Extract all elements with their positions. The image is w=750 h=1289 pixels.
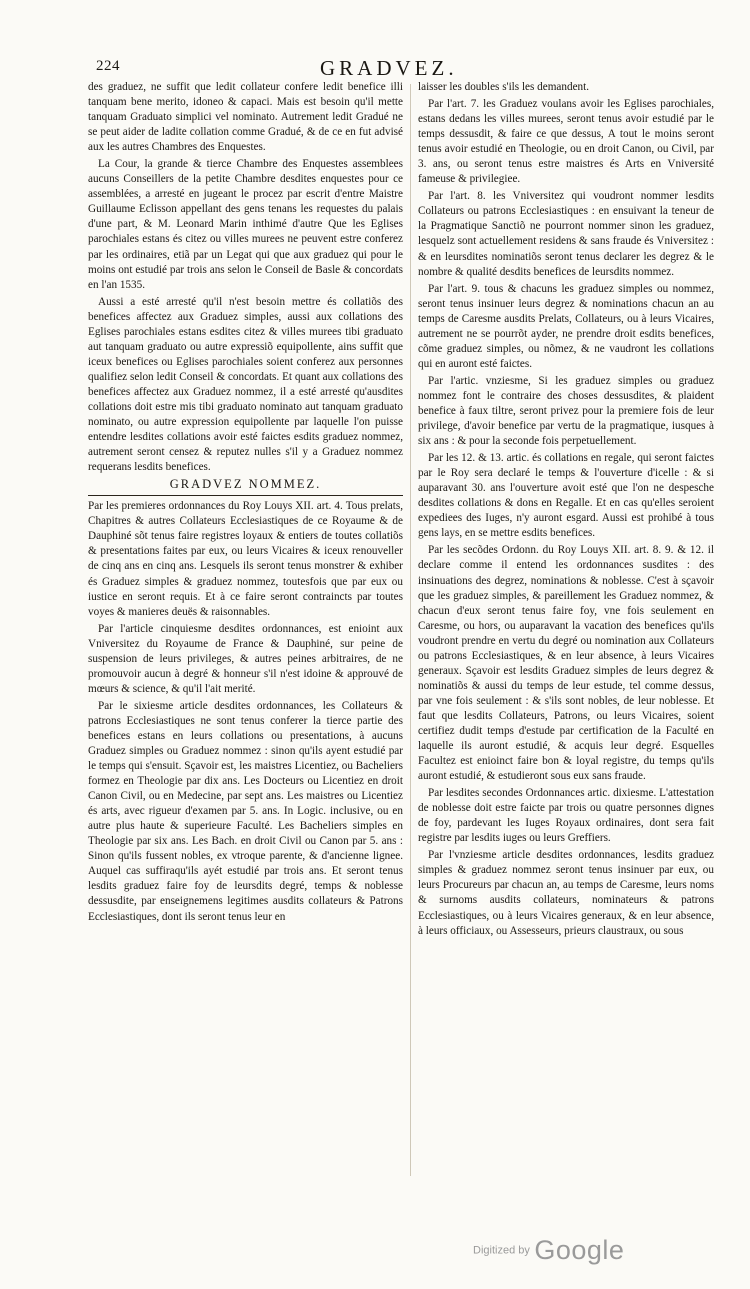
digitized-by-watermark: [473, 1235, 624, 1266]
section-rule: [88, 495, 403, 496]
section-heading: GRADVEZ NOMMEZ.: [169, 477, 322, 492]
paragraph: laisser les doubles s'ils les demandent.: [418, 81, 590, 93]
google-logo: Google: [534, 1235, 625, 1265]
watermark-prefix: Digitized by: [473, 1244, 530, 1257]
column-divider: [410, 84, 411, 1176]
paragraph: Par les secõdes Ordonn. du Roy Louys XII. art. 8. 9. & 12. il declare comme il entend les ordonnances susdites : des insinuations des degrez, nominations & noblesse. C'est à sçavoir que les graduez simples, & pareillement les Graduez nommez, & chacun d'eux seront tenus faire foy, vne fois seulement en Caresme, ou hors, ou auparavant la vacation des benefices qu'ils voudront prendre en vertu du degré ou nomination aux Collateurs ou patrons Ecclesiastiques, & en leur absence, à leurs Vicaires generaux. Sçavoir est lesdits Graduez simples de leurs degrez & nominatiõs & aussi du temps de leur estude, tel comme dessus, par vne fois seulement : & s'ils sont nobles, de leur noblesse. Et faut que lesdits Collateurs, Patrons, ou leurs Vicaires, soient certifiez dudit temps d'estude par certification de la Faculté en laquelle ils auront estudié, & acquis leur degré. Esquelles Facultez est enioinct faire bon & loyal registre, du temps qu'ils auront estudié, & estudieront sous eux sans fraude.: [418, 544, 714, 783]
paragraph: Par l'vnziesme article desdites ordonnances, lesdits graduez simples & graduez nommez seront tenus insinuer par eux, ou leurs Procureurs par chacun an, au temps de Caresme, leurs noms & surnoms ausdits collateurs, nominateurs & patrons Ecclesiastiques, ou à leurs Vicaires generaux, & en leur absence, à leurs officiaux, ou Assesseurs, prieurs claustraux, ou sous: [418, 849, 714, 937]
paragraph: Par les premieres ordonnances du Roy Louys XII. art. 4. Tous prelats, Chapitres & autres Collateurs Ecclesiastiques de ce Royaume & de Dauphiné sõt tenus faire registres loyaux & entiers de toutes collatiõs & presentations faites par eux, ou leurs Vicaires & iceux renouveller de cinq ans en cinq ans. Lesquels ils seront tenus monstrer & exhiber és Graduez simples & graduez nommez, toutesfois que par eux ou iustice en seront requis. Et à ce faire seront contraincts par toutes voyes & manieres deuës & raisonnables.: [88, 500, 403, 618]
page-number: 224: [96, 58, 120, 74]
paragraph: Aussi a esté arresté qu'il n'est besoin mettre és collatiõs des benefices affectez aux Graduez simples, aussi aux collations des Eglises parochiales estans esdites citez & villes murees tibi graduato aut tanquam graduato ou autre expressiõ equipollente, ains suffit que iceux benefices ou Eglises parochiales soient conferez aux personnes qualifiez selon ledit Conseil & concordats. Et quant aux collations des benefices affectez aux Graduez nommez, il a esté arresté qu'ausdites collations doit estre mis tibi graduato nominato aut tanquam graduato nominato, ou autre expression equipollente par laquelle l'on puisse entendre lesdites collations avoir esté faictes esdits graduez nommez, autrement seront censez & reputez nulles s'il y a Graduez nommez requerans lesdits benefices.: [88, 295, 403, 474]
paragraph: Par les 12. & 13. artic. és collations en regale, qui seront faictes par le Roy sera declaré le temps & l'ouverture d'icelle : & si auparavant 30. ans l'ouverture avoit esté que l'on ne despesche desdites collations & dons en Regalle. Et en cas qu'elles seroient expediees des Iuges, n'y auront esgard. Aussi est prohibé à tous gens lays, en se mettre esdits benefices.: [418, 452, 714, 540]
right-column: [418, 80, 714, 941]
paragraph: La Cour, la grande & tierce Chambre des Enquestes assemblees aucuns Conseillers de la petite Chambre desdites enquestes pour ce assemblées, a arresté en jugeant le procez par escrit d'entre Maistre Guillaume Eclisson appellant des gens tenans les requestes du palais d'une part, & M. Leonard Marin inthimé d'autre Que les Eglises parochiales estans és citez ou villes murees ne peuvent estre conferez par les ordinaires, etiã par un Legat qui que aux graduez qui pour le moins ont estudié par trois ans selon le Conseil de Basle & concordats en l'an 1535.: [88, 158, 403, 291]
paragraph: Par l'article cinquiesme desdites ordonnances, est enioint aux Vniversitez du Royaume de France & Dauphiné, sur peine de suspension de leurs privileges, & autres peines arbitraires, de ne promouvoir aucun à degré & honneur s'il n'est idoine & approuvé de mœurs & science, & qu'il l'ait merité.: [88, 622, 403, 695]
paragraph: Par le sixiesme article desdites ordonnances, les Collateurs & patrons Ecclesiastiques ne sont tenus conferer la tierce partie des benefices estans en leurs collations ou presentations, à aucuns Graduez simples ou Graduez nommez : sinon qu'ils ayent estudié par le temps qui s'ensuit. Sçavoir est, les maistres Licentiez, ou Bacheliers formez en Theologie par dix ans. Les Docteurs ou Licentiez en droit Canon Civil, ou en Medecine, par sept ans. Les maistres ou Licentiez és arts, avec rigueur d'examen par 5. ans. In Logic. inclusive, ou en autre plus haute & superieure Faculté. Les Bacheliers simples en Theologie par six ans. Les Bach. en droit Civil ou Canon par 5. ans : Sinon qu'ils fussent nobles, ex vtroque parente, & d'ancienne lignee. Auquel cas suffiraqu'ils ayét estudié par trois ans. Et seront tenus lesdits graduez faire foy de leursdits degré, temps & noblesse dessusdite, par enseignemens legitimes ausdits collateurs & Patrons Ecclesiastiques, dont ils seront tenus leur en: [88, 699, 403, 923]
paragraph: Par l'art. 9. tous & chacuns les graduez simples ou nommez, seront tenus insinuer leurs degrez & nominations chacun an au temps de Caresme ausdits Prelats, Collateurs, ou à leurs Vicaires, autrement ne se pourrõt ayder, ne prendre droit esdits benefices, cõme graduez simples, ou nõmez, & ne vaudront les collations qui en auront esté faictes.: [418, 282, 714, 370]
paragraph: Par l'art. 7. les Graduez voulans avoir les Eglises parochiales, estans dedans les villes murees, seront tenus avoir estudié par le temps dessusdit, & faire ce que dessus, A tout le moins seront tenus avoir estudié en Theologie, ou en droit Canon, ou Civil, par 3. ans, ou seront tenus estre maistres és Arts en Vniversité fameuse & privilegiee.: [418, 98, 714, 186]
paragraph: des graduez, ne suffit que ledit collateur confere ledit benefice illi tanquam bene merito, idoneo & capaci. Mais est besoin qu'il mette tanquam Graduato simplici vel nominato. Autrement ledit Gradué ne se peut aider de ladite collation comme Gradué, & de ce en fut advisé aux les autres Chambres des Enquestes.: [88, 81, 403, 154]
left-column: [88, 80, 403, 927]
paragraph: Par l'artic. vnziesme, Si les graduez simples ou graduez nommez font le contraire des choses dessusdites, & plaident benefice à faux tiltre, seront privez pour la premiere fois de leur privilege, d'avoir benefice par vertu de la pragmatique, iusques à six ans : & pour la seconde fois perpetuellement.: [418, 374, 714, 448]
running-title: GRADVEZ.: [320, 56, 458, 80]
paragraph: Par lesdites secondes Ordonnances artic. dixiesme. L'attestation de noblesse doit estre faicte par trois ou quatre personnes dignes de foy, pardevant les Iuges Royaux ordinaires, dont sera fait registre par lesdits iuges ou leurs Greffiers.: [418, 787, 714, 845]
paragraph: Par l'art. 8. les Vniversitez qui voudront nommer lesdits Collateurs ou patrons Ecclesiastiques : en ensuivant la teneur de la Pragmatique Sanctiõ ne pourront nommer sinon les graduez, lesquelz sont actuellement residens & sans fraude és Vniversitez : & en leursdites nominatiõs seront tenus declarer les degrez & le nombre & qualité desdits benefices de leursdits nommez.: [418, 190, 714, 278]
